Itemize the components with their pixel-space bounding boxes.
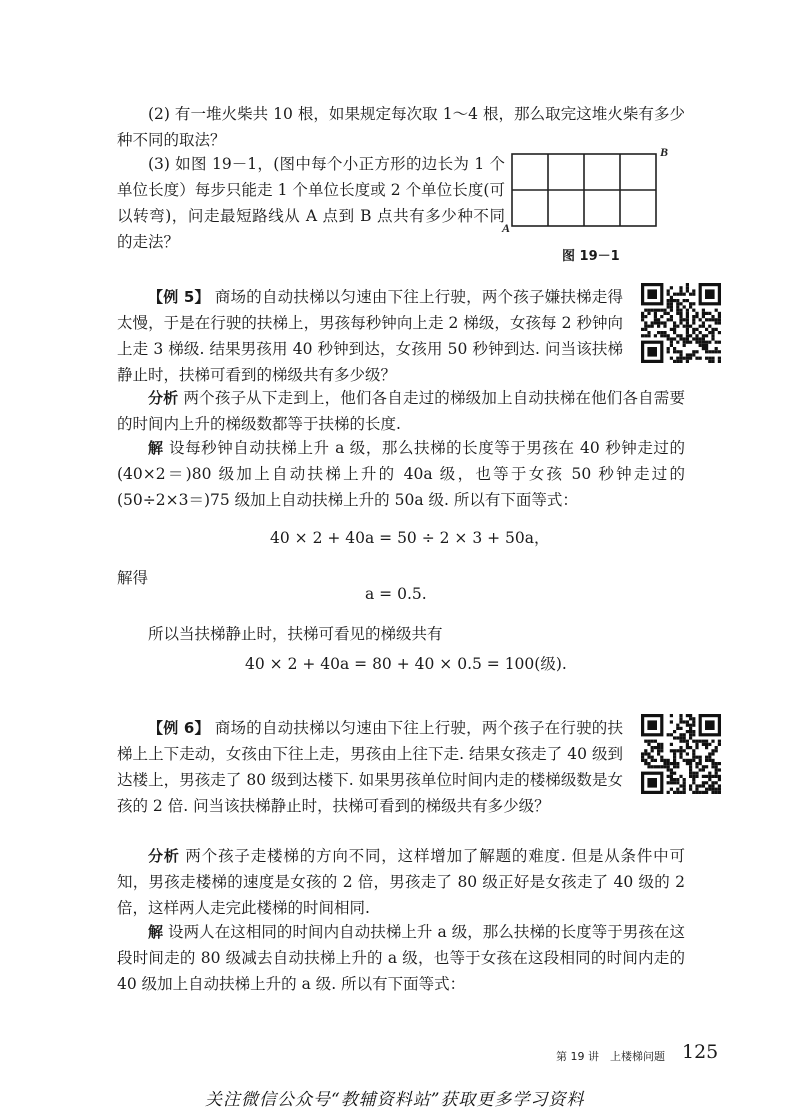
example-5-solution-tag: 解 [148, 439, 164, 457]
solve-label: 解得 [117, 569, 149, 587]
example-5-tag: 【例 5】 [148, 288, 210, 306]
example-5-question [117, 284, 623, 388]
equation-3: 40 × 2 + 40a = 80 + 40 × 0.5 = 100(级). [245, 655, 567, 673]
example-6-solution-text: 设两人在这相同的时间内自动扶梯上升 a 级，那么扶梯的长度等于男孩在这段时间走的 80 级减去自动扶梯上升的 a 级，也等于女孩在这段相同的时间内走的 40 级加上自动扶梯上升的 a 级. 所以有下面等式： [117, 923, 685, 993]
example-6-solution-tag: 解 [148, 923, 164, 941]
example-6-analysis-text: 两个孩子走楼梯的方向不同，这样增加了解题的难度. 但是从条件中可知，男孩走楼梯的速度是女孩的 2 倍，男孩走了 80 级正好是女孩走了 40 级的 2 倍，这样两人走完此楼梯的时间相同. [117, 847, 685, 917]
figure-label-b: B [660, 145, 669, 159]
example-5-text: 商场的自动扶梯以匀速由下往上行驶，两个孩子嫌扶梯走得太慢，于是在行驶的扶梯上，男孩每秒钟向上走 2 梯级，女孩每 2 秒钟向上走 3 梯级. 结果男孩用 40 秒钟到达，女孩用 50 秒钟到达. 问当该扶梯静止时，扶梯可看到的梯级共有多少级？ [117, 288, 623, 384]
example-6-analysis [117, 843, 685, 921]
example-5-analysis [117, 385, 685, 437]
example-5-analysis-tag: 分析 [148, 389, 179, 407]
example-6-solution [117, 919, 685, 997]
figure-caption: 图 19－1 [562, 249, 620, 264]
figure-label-a: A [502, 221, 511, 235]
qr-code-example-6[interactable] [641, 714, 721, 794]
problem-2: (2) 有一堆火柴共 10 根，如果规定每次取 1～4 根，那么取完这堆火柴有多少种不同的取法？ [117, 105, 685, 149]
page-number: 125 [682, 1041, 719, 1063]
problem-3: (3) 如图 19－1，(图中每个小正方形的边长为 1 个单位长度）每步只能走 1 个单位长度或 2 个单位长度(可以转弯)，问走最短路线从 A 点到 B 点共有多少种不同的走法？ [117, 155, 505, 251]
example-5-solution-text: 设每秒钟自动扶梯上升 a 级，那么扶梯的长度等于男孩在 40 秒钟走过的 (40×2＝)80 级加上自动扶梯上升的 40a 级，也等于女孩 50 秒钟走过的 (50÷2×3＝)75 级加上自动扶梯上升的 50a 级. 所以有下面等式： [117, 439, 685, 509]
example-6-question [117, 715, 623, 819]
equation-1: 40 × 2 + 40a = 50 ÷ 2 × 3 + 50a， [270, 529, 550, 547]
watermark-text: 关注微信公众号“教辅资料站”获取更多学习资料 [205, 1090, 585, 1110]
chapter-footer: 第 19 讲 上楼梯问题 [556, 1050, 665, 1063]
example-5-analysis-text: 两个孩子从下走到上，他们各自走过的梯级加上自动扶梯在他们各自需要的时间内上升的梯级数都等于扶梯的长度. [117, 389, 685, 433]
equation-2: a = 0.5. [365, 585, 427, 603]
example-6-tag: 【例 6】 [148, 719, 210, 737]
example-6-text: 商场的自动扶梯以匀速由下往上行驶，两个孩子在行驶的扶梯上上下走动，女孩由下往上走，男孩由上往下走. 结果女孩走了 40 级到达楼上，男孩走了 80 级到达楼下. 如果男孩单位时间内走的楼梯级数是女孩的 2 倍. 问当该扶梯静止时，扶梯可看到的梯级共有多少级？ [117, 719, 623, 815]
example-5-conclusion: 所以当扶梯静止时，扶梯可看见的梯级共有 [148, 625, 443, 643]
example-5-solution [117, 435, 685, 513]
example-6-analysis-tag: 分析 [148, 847, 180, 865]
qr-code-example-5[interactable] [641, 283, 721, 363]
